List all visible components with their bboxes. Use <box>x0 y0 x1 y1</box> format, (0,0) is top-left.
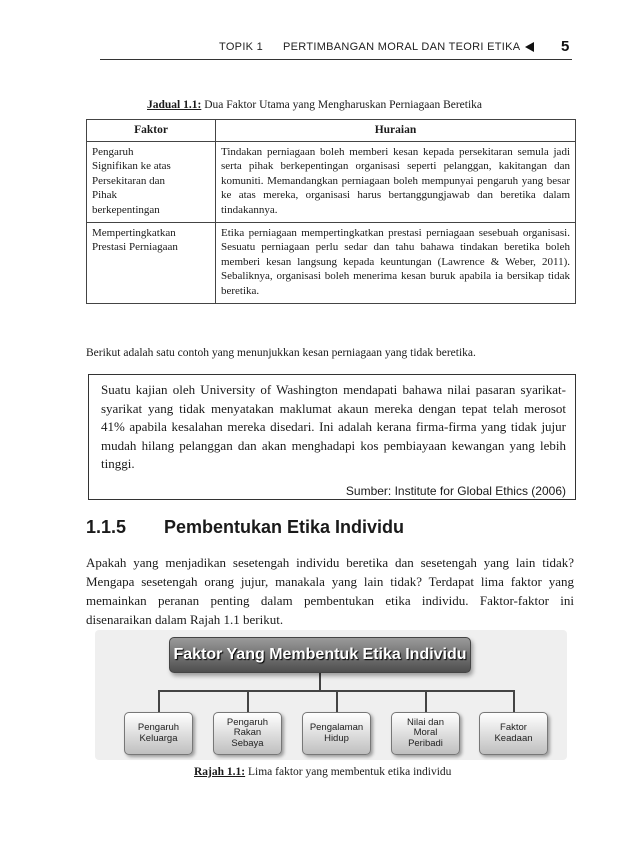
table-header-row <box>87 120 576 142</box>
header-rule <box>100 59 572 60</box>
diagram-node-peers: Pengaruh Rakan Sebaya <box>213 712 282 755</box>
header-huraian: Huraian <box>216 120 576 142</box>
diagram-node-life-experience: Pengalaman Hidup <box>302 712 371 755</box>
triangle-left-icon <box>525 42 534 52</box>
header-faktor: Faktor <box>87 120 216 142</box>
table-row <box>87 222 576 303</box>
body-paragraph: Apakah yang menjadikan sesetengah individu beretika dan sesetengah yang lain tidak? Mengapa sesetengah orang jujur, manakala yang lain tidak? Terdapat lima faktor yang memainkan peranan penting dalam pembentukan etika individu. Faktor-faktor ini disenaraikan dalam Rajah 1.1 berikut. <box>86 555 574 627</box>
row-2-faktor <box>87 222 216 303</box>
faktor-line: Prestasi Perniagaan <box>92 241 178 254</box>
faktor-line: Signifikan ke atas <box>92 160 171 173</box>
section-number: 1.1.5 <box>86 517 127 537</box>
table-caption-text: Dua Faktor Utama yang Mengharuskan Perniagaan Beretika <box>204 99 483 111</box>
connector-line <box>513 690 515 712</box>
row-1-huraian: Tindakan perniagaan boleh memberi kesan kepada persekitaran semula jadi serta pihak berkepentingan organisasi seperti pelanggan, kakitangan dan komuniti. Memandangkan perniagaan boleh mempunyai pengaruh yang besar ke atas mereka, organisasi harus bertanggungjawab dan beretika dalam tindakannya. <box>216 141 576 222</box>
running-header <box>0 38 638 58</box>
table-caption-label: Jadual 1.1: <box>147 99 202 111</box>
connector-line <box>425 690 427 712</box>
diagram-root-node: Faktor Yang Membentuk Etika Individu <box>169 637 471 673</box>
connector-line <box>319 673 321 691</box>
figure-caption-text: Lima faktor yang membentuk etika individu <box>248 766 452 778</box>
header-title: PERTIMBANGAN MORAL DAN TEORI ETIKA <box>283 41 521 53</box>
section-title: Pembentukan Etika Individu <box>164 517 405 537</box>
example-source: Sumber: Institute for Global Ethics (2006) <box>345 483 566 498</box>
figure-caption <box>194 766 451 778</box>
faktor-line: Pengaruh <box>92 145 134 158</box>
section-heading <box>86 517 404 538</box>
intro-text: Berikut adalah satu contoh yang menunjukkan kesan perniagaan yang tidak beretika. <box>86 347 476 359</box>
factors-table <box>86 119 576 304</box>
table-caption <box>147 99 482 111</box>
connector-line <box>336 690 338 712</box>
row-1-faktor <box>87 141 216 222</box>
row-2-huraian: Etika perniagaan mempertingkatkan prestasi perniagaan sesebuah organisasi. Sesuatu perniagaan perlu sedar dan tahu bahawa tindakan beretika boleh memberi kesan langsung kepada keuntungan (Lawrence & Weber, 2011). Sebaliknya, organisasi boleh menerima kesan buruk apabila ia bersikap tidak beretika. <box>216 222 576 303</box>
diagram-node-situation: Faktor Keadaan <box>479 712 548 755</box>
faktor-line: berkepentingan <box>92 203 160 216</box>
connector-line <box>158 690 160 712</box>
diagram-node-family: Pengaruh Keluarga <box>124 712 193 755</box>
figure-caption-label: Rajah 1.1: <box>194 766 246 778</box>
connector-line <box>247 690 249 712</box>
faktor-line: Mempertingkatkan <box>92 226 176 239</box>
example-box <box>88 374 576 500</box>
faktor-line: Persekitaran dan <box>92 174 165 187</box>
faktor-line: Pihak <box>92 189 118 202</box>
header-topic: TOPIK 1 <box>219 41 264 53</box>
table-row <box>87 141 576 222</box>
diagram-node-personal-values: Nilai dan Moral Peribadi <box>391 712 460 755</box>
example-text: Suatu kajian oleh University of Washington mendapati bahawa nilai pasaran syarikat-syarikat yang tidak menyatakan maklumat akaun mereka dengan tepat telah merosot 41% apabila kesalahan mereka disedari. Ini adalah kerana firma-firma yang tidak jujur mudah hilang pelanggan dan akan menghadapi kos pembiayaan kewangan yang lebih tinggi. <box>101 382 566 472</box>
page-number: 5 <box>561 38 570 55</box>
